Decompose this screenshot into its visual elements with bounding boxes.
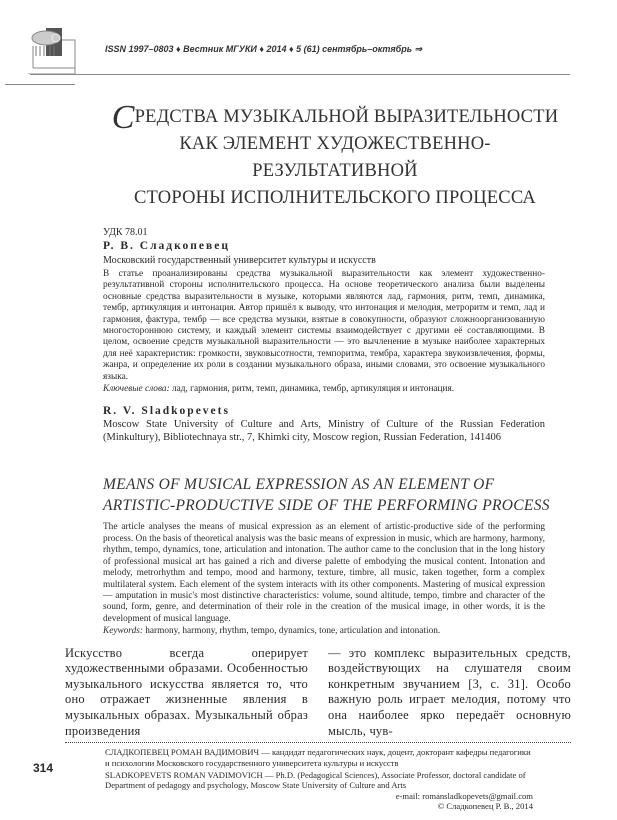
abstract-en: The article analyses the means of musical expression as an element of artistic-productive side of the performing process. On the basis of theoretical analysis was the basic means of expression in music, which are harmony, harmony, rhythm, tempo, dynamics, tone, articulation and intonation. The author came to the conclusion that in the long history of professional musical art has gained a rich and diverse palette of embodying the musical content. Intonation and melody, metrorhythm and tempo, mood and harmony, texture, timbre, all music, taken together, form a complex multilateral system. Each element of the system interacts with its other components. Mastering of musical expression — amputation in music's most distinctive characteristics: volume, sound altitude, tempo, timbre and character of the sound, form, genre, and determination of their role in the creation of the musical image, in other words, it is the development of musical language. [103,522,545,624]
article-title-en [103,474,573,516]
journal-header: ISSN 1997–0803 ♦ Вестник МГУКИ ♦ 2014 ♦ 5 (61) сентябрь–октябрь ⇒ [105,44,423,54]
title-en-line: MEANS OF MUSICAL EXPRESSION AS AN ELEMENT OF [103,476,495,494]
affiliation-ru: Московский государственный университет культуры и искусств [103,255,376,266]
header-rule-left [5,84,75,85]
title-drop-cap: С [111,99,135,136]
udk-code: УДК 78.01 [103,227,148,238]
keywords-en [103,626,545,637]
footnote-en: SLADKOPEVETS ROMAN VADIMOVICH — Ph.D. (Pedagogical Sciences), Associate Professor, doctoral candidate of Department of pedagogy and psychology, Moscow State University of Culture and Arts [105,769,526,791]
footnote-area [0,747,617,811]
keywords-text: harmony, harmony, rhythm, tempo, dynamics, tone, articulation and intonation. [142,626,441,637]
title-line: СТОРОНЫ ИСПОЛНИТЕЛЬСКОГО ПРОЦЕССА [134,188,536,208]
body-columns [65,646,571,740]
keywords-ru [103,384,545,395]
keywords-label: Keywords: [103,626,143,637]
footnote-ru: СЛАДКОПЕВЕЦ РОМАН ВАДИМОВИЧ — кандидат педагогических наук, доцент, докторант кафедры педагогики и психологии Московского государственного университета культуры и искусств [105,747,531,768]
body-column-left: Искусство всегда оперирует художественными образами. Особенностью музыкального искусства является то, что оно отражает жизненные явления в музыкальных образах. Музыкальный образ произведения [65,645,308,738]
author-footnote [105,747,533,811]
author-en: R. V. Sladkopevets [103,405,230,418]
body-column-right: — это комплекс выразительных средств, воздействующих на слушателя своим конкретным звучанием [3, с. 31]. Особо важную роль играет мелодия, потому что она наиболее ярко передаёт основную мысль, чув- [328,645,571,738]
keywords-label: Ключевые слова: [103,384,170,395]
header-rule [30,74,570,75]
title-en-line: ARTISTIC-PRODUCTIVE SIDE OF THE PERFORMING PROCESS [103,497,550,515]
abstract-ru: В статье проанализированы средства музыкальной выразительности как элемент художественно-результативной стороны исполнительского процесса. На основе теоретического анализа были выделены основные средства выразительности в музыке, которыми являются лад, гармония, ритм, темп, динамика, тембр, артикуляция и интонация. Автор пришёл к выводу, что интонация и мелодия, метроритм и темп, лад и гармония, фактура, тембр — все средства музыки, взятые в совокупности, образуют сложноорганизованную многостороннюю систему, и каждый элемент системы взаимодействует с другими её составляющими. В целом, освоение средств музыкальной выразительности — это вычленение в музыке наиболее характерных для неё характеристик: громкости, звуковысотности, темпоритма, тембра, характера звукоизвлечения, формы, жанра, и определение их роли в создании музыкального образа, иными словами, это освоение музыкального языка. [103,269,545,382]
page-number: 314 [33,761,54,776]
author-email: e-mail: romansladkopevets@gmail.com [395,790,533,801]
article-body [0,226,617,812]
footnote-separator [65,742,571,743]
copyright: © Сладкопевец Р. В., 2014 [437,801,533,812]
author-ru: Р. В. Сладкопевец [103,240,230,252]
title-line: КАК ЭЛЕМЕНТ ХУДОЖЕСТВЕННО-РЕЗУЛЬТАТИВНОЙ [179,134,491,181]
keywords-text: лад, гармония, ритм, темп, динамика, тембр, артикуляция и интонация. [169,384,455,395]
article-title [110,99,560,212]
title-line: РЕДСТВА МУЗЫКАЛЬНОЙ ВЫРАЗИТЕЛЬНОСТИ [134,107,559,127]
journal-logo-column-icon [28,28,76,74]
affiliation-en: Moscow State University of Culture and Arts, Ministry of Culture of the Russian Federation (Minkultury), Bibliotechnaya str., 7, Khimki city, Moscow region, Russian Federation, 141406 [103,419,545,443]
